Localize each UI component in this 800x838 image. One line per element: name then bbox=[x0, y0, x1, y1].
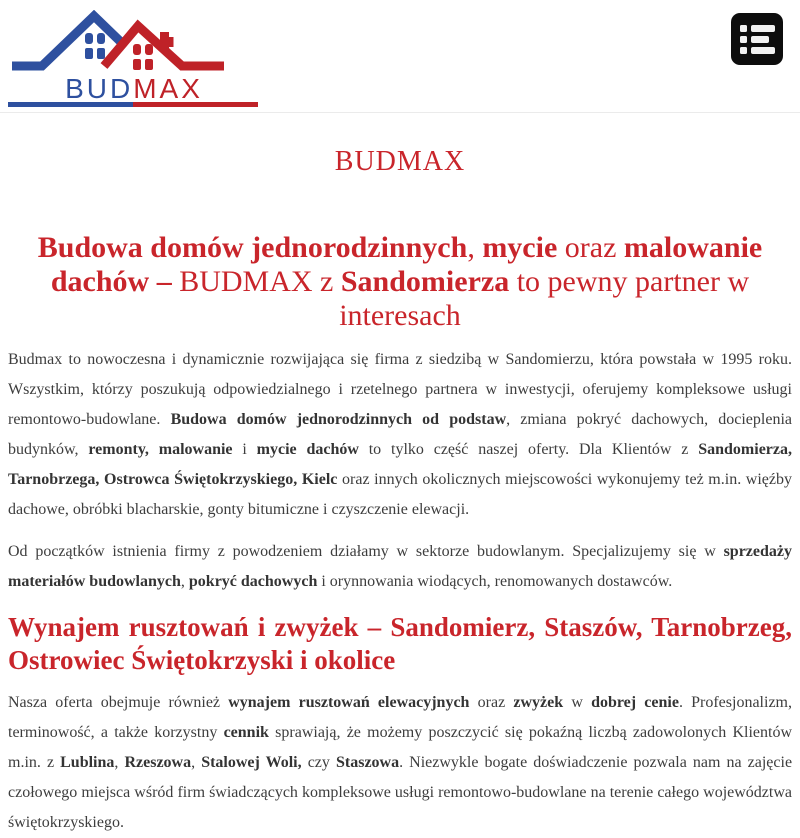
section-heading-scaffolding: Wynajem rusztowań i zwyżek – Sandomierz, Staszów, Tarnobrzeg, Ostrowiec Świętokrzyski i okolice bbox=[8, 612, 792, 675]
paragraph-scaffolding-offer: Nasza oferta obejmuje również wynajem rusztowań elewacyjnych oraz zwyżek w dobrej cenie. Profesjonalizm, terminowość, a także korzystny cennik sprawiają, że możemy poszczycić się pokaźną liczbą zadowolonych Klientów m.in. z Lublina, Rzeszowa, Stalowej Woli, czy Staszowa. Niezwykle bogate doświadczenie pozwala nam na zajęcie czołowego miejsca wśród firm świadczących kompleksowe usługi remontowo-budowlane na terenie całego województwa świętokrzyskiego. bbox=[8, 693, 793, 831]
list-menu-icon-row bbox=[740, 47, 775, 54]
list-menu-icon-row bbox=[740, 36, 775, 43]
budmax-houses-icon bbox=[8, 10, 258, 102]
logo-wordmark bbox=[65, 73, 203, 102]
page-title: BUDMAX bbox=[334, 146, 466, 177]
list-menu-icon-row bbox=[740, 25, 775, 32]
logo-color-bar bbox=[8, 102, 258, 107]
site-header bbox=[0, 0, 800, 113]
list-menu-icon bbox=[740, 25, 775, 54]
logo[interactable] bbox=[8, 10, 258, 107]
logo-text-max: MAX bbox=[133, 73, 203, 102]
paragraph-materials: Od początków istnienia firmy z powodzeniem działamy w sektorze budowlanym. Specjalizujemy się w sprzedaży materiałów budowlanych, pokryć dachowych i orynnowania wiodących, renomowanych dostawców. bbox=[8, 543, 792, 591]
main-heading: Budowa domów jednorodzinnych, mycie oraz malowanie dachów – BUDMAX z Sandomierza to pewny partner w interesach bbox=[37, 230, 763, 332]
menu-button[interactable] bbox=[731, 13, 783, 65]
paragraph-about-company: Budmax to nowoczesna i dynamicznie rozwijająca się firma z siedzibą w Sandomierzu, która powstała w 1995 roku. Wszystkim, którzy poszukują odpowiedzialnego i rzetelnego partnera w inwestycji, oferujemy kompleksowe usługi remontowo-budowlane. Budowa domów jednorodzinnych od podstaw, zmiana pokryć dachowych, docieplenia budynków, remonty, malowanie i mycie dachów to tylko część naszej oferty. Dla Klientów z Sandomierza, Tarnobrzega, Ostrowca Świętokrzyskiego, Kielc oraz innych okolicznych miejscowości wykonujemy też m.in. więźby dachowe, obróbki blacharskie, gonty bitumiczne i czyszczenie elewacji. bbox=[8, 351, 793, 519]
logo-text-bud: BUD bbox=[65, 73, 134, 102]
main-content bbox=[0, 145, 800, 838]
